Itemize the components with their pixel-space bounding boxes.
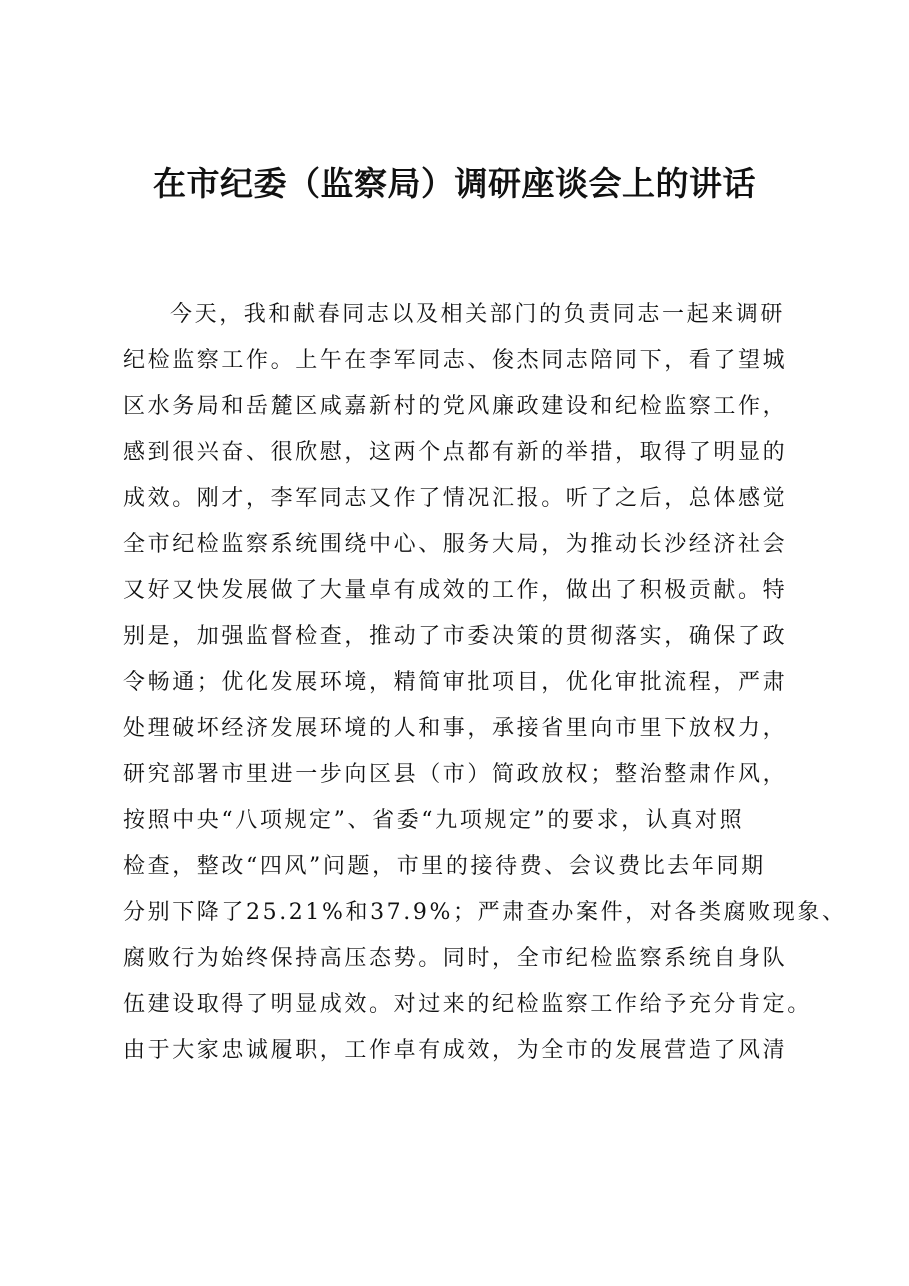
body-line: 感到很兴奋、很欣慰，这两个点都有新的举措，取得了明显的 — [123, 440, 788, 465]
body-line: 成效。刚才，李军同志又作了情况汇报。听了之后，总体感觉 — [123, 486, 788, 511]
document-title: 在市纪委（监察局）调研座谈会上的讲话 — [153, 164, 756, 203]
body-line: 全市纪检监察系统围绕中心、服务大局，为推动长沙经济社会 — [123, 532, 788, 557]
body-line: 今天，我和献春同志以及相关部门的负责同志一起来调研 — [170, 302, 786, 327]
body-line: 纪检监察工作。上午在李军同志、俊杰同志陪同下，看了望城 — [123, 348, 788, 373]
body-line: 检查，整改“四风”问题，市里的接待费、会议费比去年同期 — [123, 854, 766, 879]
body-line: 别是，加强监督检查，推动了市委决策的贯彻落实，确保了政 — [123, 624, 788, 649]
body-line: 处理破坏经济发展环境的人和事，承接省里向市里下放权力， — [123, 716, 788, 741]
body-line: 又好又快发展做了大量卓有成效的工作，做出了积极贡献。特 — [123, 578, 788, 603]
body-line: 伍建设取得了明显成效。对过来的纪检监察工作给予充分肯定。 — [123, 992, 812, 1017]
body-line: 分别下降了25.21%和37.9%；严肃查办案件，对各类腐败现象、 — [123, 900, 847, 925]
body-line: 由于大家忠诚履职，工作卓有成效，为全市的发展营造了风清 — [123, 1038, 788, 1063]
body-line: 研究部署市里进一步向区县（市）简政放权；整治整肃作风， — [123, 762, 788, 787]
body-line: 令畅通；优化发展环境，精简审批项目，优化审批流程，严肃 — [123, 670, 788, 695]
body-line: 按照中央“八项规定”、省委“九项规定”的要求，认真对照 — [123, 808, 745, 833]
body-line: 腐败行为始终保持高压态势。同时，全市纪检监察系统自身队 — [123, 946, 788, 971]
body-line: 区水务局和岳麓区咸嘉新村的党风廉政建设和纪检监察工作， — [123, 394, 788, 419]
